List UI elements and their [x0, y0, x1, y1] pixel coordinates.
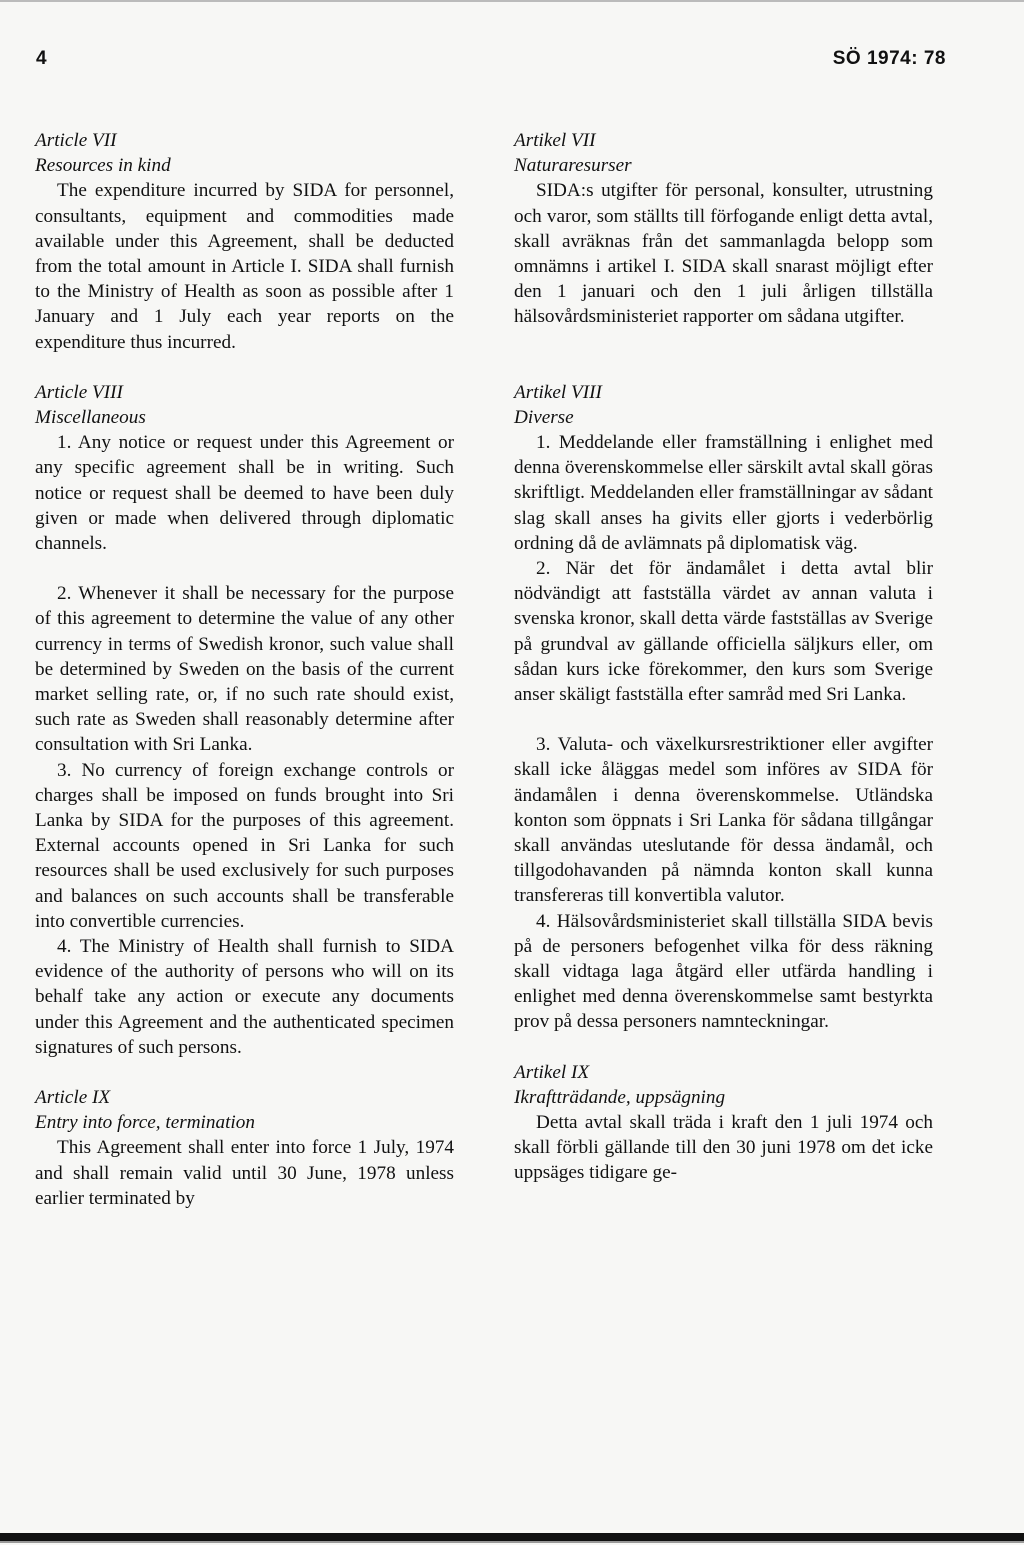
paragraph: 2. När det för ändamålet i detta avtal blir nödvändigt att fastställa värdet av annan valuta i svenska kronor, skall detta värde fastställas av Sverige på grundval av gällande officiella säljkurs eller, om sådan kurs icke förekommer, den kurs som Sverige anser skäligt fastställa efter samråd med Sri Lanka.: [514, 557, 933, 705]
article-heading: Article VII: [35, 130, 117, 151]
article-heading: Article IX: [35, 1087, 111, 1109]
article-8-sv: [514, 380, 933, 1035]
article-subheading: Ikraftträdande, uppsägning: [514, 1086, 726, 1108]
paragraph: This Agreement shall enter into force 1 July, 1974 and shall remain valid until 30 June, 1978 unless earlier terminated by: [35, 1137, 454, 1209]
paragraph: 1. Meddelande eller framställning i enlighet med denna överenskommelse eller särskilt avtal skall göras skriftligt. Meddelanden eller framställningar av sådant slag skall anses ha givits eller gjorts i vederbörlig ordning då de avlämnats på diplomatisk väg.: [514, 431, 933, 554]
swedish-column: [514, 128, 933, 1186]
article-subheading: Resources in kind: [35, 155, 171, 177]
article-heading: Artikel VII: [514, 130, 596, 151]
english-column: [35, 128, 454, 1211]
article-subheading: Naturaresurser: [514, 155, 632, 177]
article-9-sv: [514, 1060, 933, 1186]
article-heading: Artikel IX: [514, 1061, 590, 1083]
paragraph: The expenditure incurred by SIDA for personnel, consultants, equipment and commodities made available under this Agreement, shall be deducted from the total amount in Article I. SIDA shall furnish to the Ministry of Health as soon as possible after 1 January and 1 July each year reports on the expenditure thus incurred.: [35, 180, 454, 353]
article-9-en: [35, 1085, 454, 1211]
article-subheading: Entry into force, termination: [35, 1112, 255, 1134]
page-number: 4: [36, 48, 47, 69]
paragraph: 3. Valuta- och växelkursrestriktioner eller avgifter skall icke åläggas medel som införes av SIDA för ändamålen i denna överenskommelse. Utländska konton som öppnats i Sri Lanka för sådana tillgångar skall användas uteslutande för dessa ändamål, och tillgodohavanden på nämnda konton skall kunna transfereras till konvertibla valutor.: [514, 734, 933, 907]
top-edge-rule: [0, 0, 1024, 2]
paragraph: 1. Any notice or request under this Agreement or any specific agreement shall be in writing. Such notice or request shall be deemed to have been duly given or made when delivered through diplomatic channels.: [35, 432, 454, 554]
article-8-en: [35, 380, 454, 1060]
bottom-edge-rule: [0, 1533, 1024, 1541]
article-heading: Artikel VIII: [514, 381, 602, 403]
series-reference: SÖ 1974: 78: [832, 48, 946, 69]
article-7-sv: [514, 128, 933, 330]
paragraph: Detta avtal skall träda i kraft den 1 juli 1974 och skall förbli gällande till den 30 juni 1978 om det icke uppsäges tidigare ge-: [514, 1112, 933, 1184]
bottom-edge-rule-thin: [0, 1541, 1024, 1543]
paragraph: 2. Whenever it shall be necessary for the purpose of this agreement to determine the value of any other currency in terms of Swedish kronor, such value shall be determined by Sweden on the basis of the current market selling rate, or, if no such rate should exist, such rate as Sweden shall reasonably determine after consultation with Sri Lanka.: [35, 583, 454, 756]
paragraph: 3. No currency of foreign exchange controls or charges shall be imposed on funds brought into Sri Lanka by SIDA for the purposes of this agreement. External accounts opened in Sri Lanka for such resources shall be used exclusively for such purposes and balances on such accounts shall be transferable into convertible currencies.: [35, 759, 454, 932]
article-subheading: Miscellaneous: [35, 406, 146, 428]
article-heading: Article VIII: [35, 381, 123, 403]
paragraph: SIDA:s utgifter för personal, konsulter, utrustning och varor, som ställts till förfogande enligt detta avtal, skall avräknas från det sammanlagda belopp som omnämns i artikel I. SIDA skall snarast möjligt efter den 1 januari och den 1 juli årligen tillställa hälsovårdsministeriet rapporter om sådana utgifter.: [514, 180, 933, 328]
article-7-en: [35, 128, 454, 355]
article-subheading: Diverse: [514, 406, 574, 428]
page-header: [0, 42, 1024, 82]
paragraph: 4. The Ministry of Health shall furnish to SIDA evidence of the authority of persons who will on its behalf take any action or execute any documents under this Agreement and the authenticated specimen signatures of such persons.: [35, 936, 454, 1058]
paragraph: 4. Hälsovårdsministeriet skall tillställa SIDA bevis på de personers befogenhet vilka för dess räkning skall vidtaga laga åtgärd eller utfärda handling i enlighet med denna överenskommelse samt bestyrkta prov på dessa personers namnteckningar.: [514, 910, 933, 1033]
